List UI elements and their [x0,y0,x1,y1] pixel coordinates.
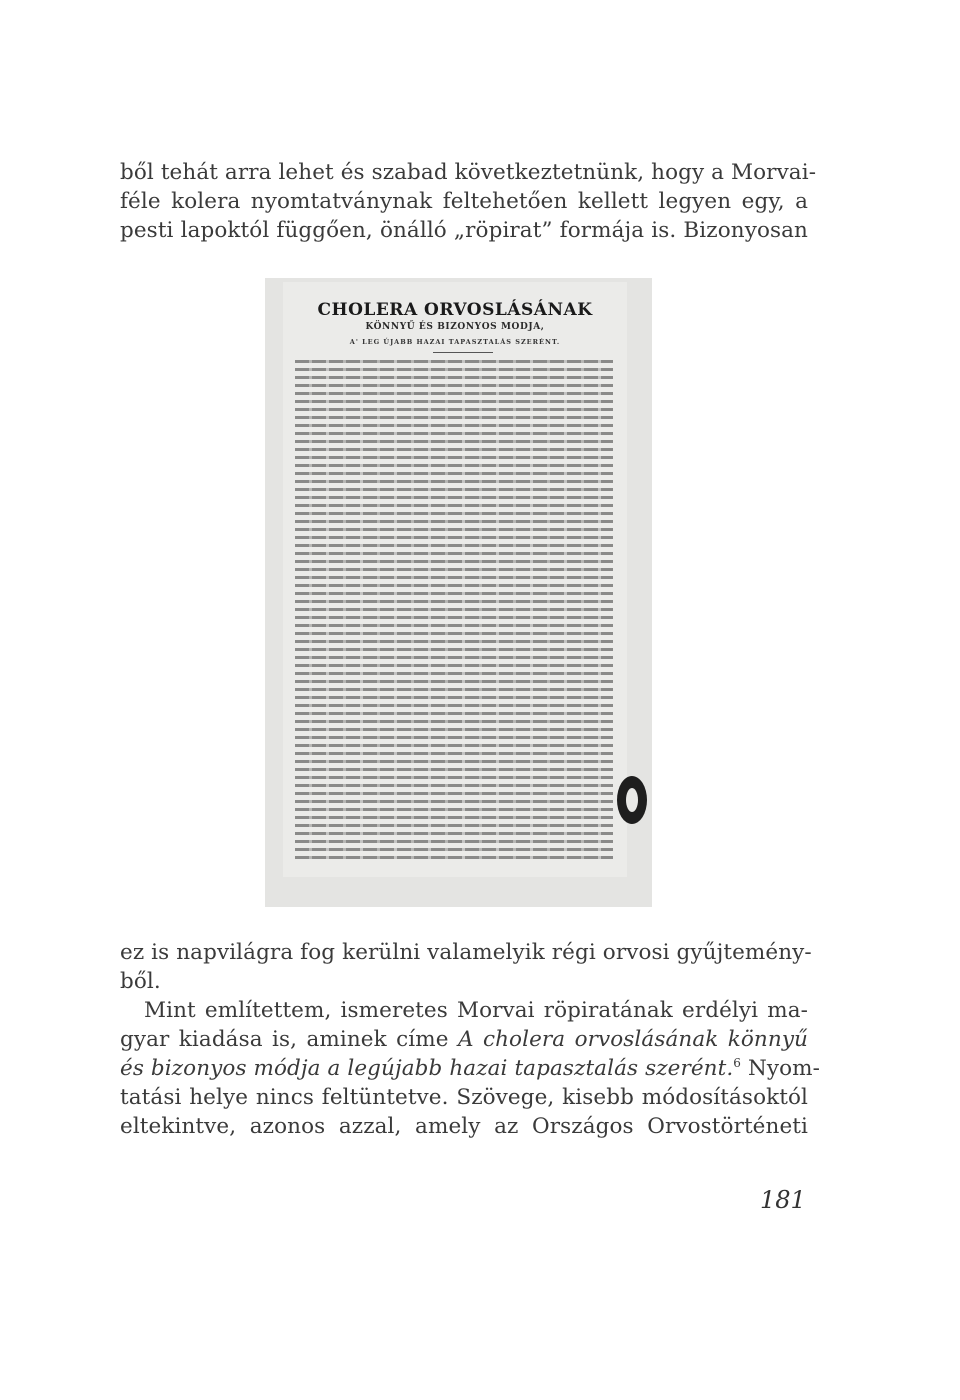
text-line: ből. [120,969,161,994]
book-title: A cholera orvoslásának könnyű [457,1027,809,1052]
text-line: ez is napvilágra fog kerülni valamelyik régi orvosi gyűjtemény- [120,940,812,965]
text-line [120,1054,821,1083]
text-line: pesti lapoktól függően, önálló „röpirat” formája is. Bizonyosan [120,218,808,243]
text-line: féle kolera nyomtatványnak feltehetően kellett legyen egy, a [120,189,808,214]
text-line: ből tehát arra lehet és szabad következtetnünk, hogy a Morvai- [120,160,817,185]
broadsheet-title: CHOLERA ORVOSLÁSÁNAK [317,300,593,320]
text-line: tatási helye nincs feltüntetve. Szövege, kisebb módosításoktól [120,1085,808,1110]
text-plain: gyar kiadása is, aminek címe [120,1027,458,1052]
divider [433,352,493,353]
text-plain: Nyom- [741,1056,821,1081]
broadsheet-paper [283,282,627,877]
broadsheet-photo [265,278,652,907]
text-line: Mint említettem, ismeretes Morvai röpiratának erdélyi ma- [144,998,808,1023]
broadsheet-subtitle: KÖNNYŰ ÉS BIZONYOS MODJA, [365,322,545,332]
broadsheet-body-text [295,360,613,860]
top-paragraph [120,158,817,245]
footnote-mark: 6 [733,1055,742,1070]
seal-icon [617,776,647,824]
bottom-paragraph [120,938,821,1141]
text-line: eltekintve, azonos azzal, amely az Országos Orvostörténeti [120,1114,808,1139]
book-title-cont: és bizonyos módja a legújabb hazai tapasztalás szerént. [120,1056,734,1081]
broadsheet-subtitle-2: A' LEG ÚJABB HAZAI TAPASZTALÁS SZERÉNT. [349,338,561,346]
text-line [120,1025,808,1054]
page-number: 181 [760,1186,806,1214]
